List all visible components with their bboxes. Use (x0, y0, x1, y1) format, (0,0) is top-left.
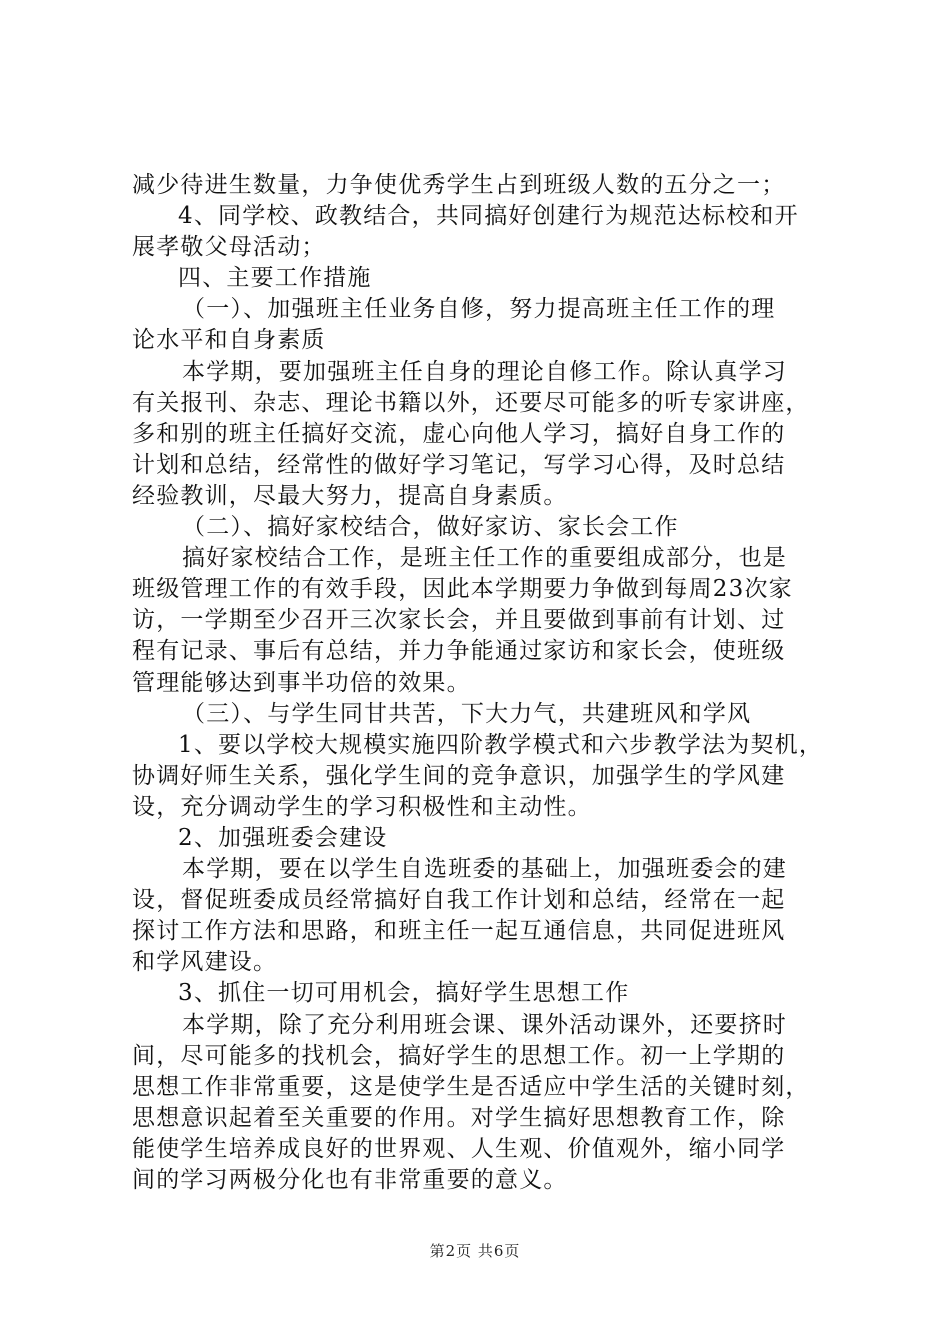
text-line: 探讨工作方法和思路，和班主任一起互通信息，共同促进班风 (132, 918, 786, 945)
text-line: 论水平和自身素质 (132, 327, 326, 354)
text-line: 本学期，要加强班主任自身的理论自修工作。除认真学习 (182, 358, 787, 385)
text-line: 协调好师生关系，强化学生间的竞争意识，加强学生的学风建 (132, 762, 786, 789)
text-line: 有关报刊、杂志、理论书籍以外，还要尽可能多的听专家讲座， (132, 389, 810, 416)
text-line: （二）、搞好家校结合，做好家访、家长会工作 (182, 514, 679, 541)
text-line: 计划和总结，经常性的做好学习笔记，写学习心得，及时总结 (132, 451, 786, 478)
text-line: 4、同学校、政教结合，共同搞好创建行为规范达标校和开 (178, 203, 799, 230)
text-line: 展孝敬父母活动； (132, 234, 326, 261)
text-line: 1、要以学校大规模实施四阶教学模式和六步教学法为契机， (178, 731, 824, 758)
document-body (132, 170, 832, 1196)
text-line: 本学期，除了充分利用班会课、课外活动课外，还要挤时 (182, 1011, 787, 1038)
text-line: 和学风建设。 (132, 949, 278, 976)
text-line: 访，一学期至少召开三次家长会，并且要做到事前有计划、过 (132, 607, 786, 634)
text-line: 四、主要工作措施 (178, 265, 372, 292)
text-line: 间的学习两极分化也有非常重要的意义。 (132, 1167, 568, 1193)
text-line: （一）、加强班主任业务自修，努力提高班主任工作的理 (182, 296, 776, 323)
text-line: 3、抓住一切可用机会，搞好学生思想工作 (178, 980, 630, 1007)
text-line: 班级管理工作的有效手段，因此本学期要力争做到每周23次家 (132, 576, 793, 603)
page-footer: 第2页 共6页 (429, 1242, 521, 1260)
text-line: 多和别的班主任搞好交流，虚心向他人学习，搞好自身工作的 (132, 420, 786, 447)
text-line: 本学期，要在以学生自选班委的基础上，加强班委会的建 (182, 856, 787, 883)
text-line: 设，督促班委成员经常搞好自我工作计划和总结，经常在一起 (132, 887, 786, 914)
text-line: 程有记录、事后有总结，并力争能通过家访和家长会，使班级 (132, 638, 786, 665)
text-line: 2、加强班委会建设 (178, 824, 388, 851)
text-line: 能使学生培养成良好的世界观、人生观、价值观外，缩小同学 (132, 1135, 786, 1162)
text-line: 管理能够达到事半功倍的效果。 (132, 669, 471, 696)
text-line: 搞好家校结合工作，是班主任工作的重要组成部分，也是 (182, 545, 787, 572)
text-line: 间，尽可能多的找机会，搞好学生的思想工作。初一上学期的 (132, 1042, 786, 1069)
text-line: 思想意识起着至关重要的作用。对学生搞好思想教育工作，除 (132, 1104, 786, 1131)
text-line: （三）、与学生同甘共苦，下大力气，共建班风和学风 (182, 700, 752, 727)
text-line: 思想工作非常重要，这是使学生是否适应中学生活的关键时刻， (132, 1073, 810, 1100)
text-line: 设，充分调动学生的学习积极性和主动性。 (132, 793, 592, 820)
text-line: 减少待进生数量，力争使优秀学生占到班级人数的五分之一； (132, 172, 786, 198)
text-line: 经验教训，尽最大努力，提高自身素质。 (132, 482, 568, 509)
